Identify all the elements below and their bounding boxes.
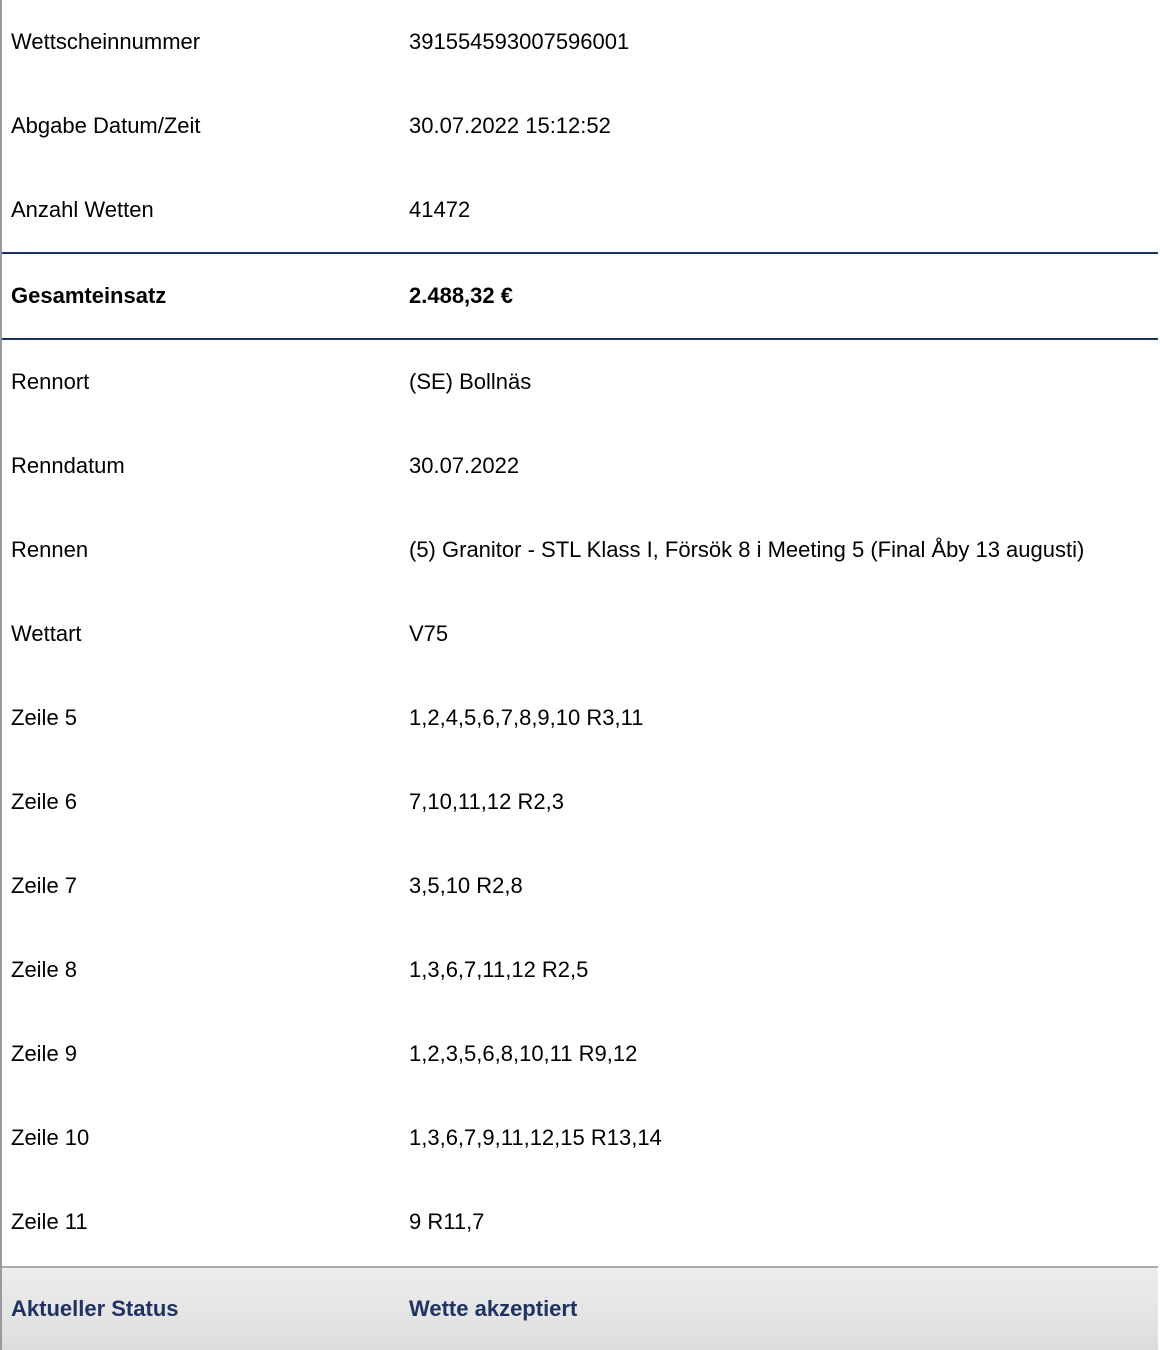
row-race [2, 508, 1158, 592]
ticket-number-value: 391554593007596001 [409, 29, 630, 54]
row-bet-type [2, 592, 1158, 676]
ticket-number-label: Wettscheinnummer [11, 29, 201, 54]
bet-type-label: Wettart [11, 621, 82, 646]
current-status-label: Aktueller Status [11, 1296, 179, 1321]
race-label: Rennen [11, 537, 89, 562]
row-bet-count [2, 168, 1158, 252]
row-line-6 [2, 760, 1158, 844]
line-10-value: 1,3,6,7,9,11,12,15 R13,14 [409, 1125, 662, 1150]
row-race-date [2, 424, 1158, 508]
line-6-value: 7,10,11,12 R2,3 [409, 789, 564, 814]
row-ticket-number [2, 0, 1158, 84]
race-value: (5) Granitor - STL Klass I, Försök 8 i Meeting 5 (Final Åby 13 augusti) [409, 537, 1085, 562]
line-8-value: 1,3,6,7,11,12 R2,5 [409, 957, 589, 982]
line-9-value: 1,2,3,5,6,8,10,11 R9,12 [409, 1041, 638, 1066]
line-10-label: Zeile 10 [11, 1125, 90, 1150]
row-race-venue [2, 340, 1158, 424]
bet-count-value: 41472 [409, 197, 471, 222]
line-11-label: Zeile 11 [11, 1209, 88, 1234]
bet-count-label: Anzahl Wetten [11, 197, 154, 222]
current-status-value: Wette akzeptiert [409, 1296, 578, 1321]
race-date-label: Renndatum [11, 453, 125, 478]
row-line-10 [2, 1096, 1158, 1180]
line-5-label: Zeile 5 [11, 705, 78, 730]
line-6-label: Zeile 6 [11, 789, 78, 814]
row-line-5 [2, 676, 1158, 760]
row-line-8 [2, 928, 1158, 1012]
total-stake-value: 2.488,32 € [409, 283, 513, 308]
line-11-value: 9 R11,7 [409, 1209, 485, 1234]
line-8-label: Zeile 8 [11, 957, 78, 982]
row-total-stake [2, 254, 1158, 338]
row-line-9 [2, 1012, 1158, 1096]
total-stake-label: Gesamteinsatz [11, 283, 167, 308]
row-line-7 [2, 844, 1158, 928]
submission-datetime-value: 30.07.2022 15:12:52 [409, 113, 611, 138]
submission-datetime-label: Abgabe Datum/Zeit [11, 113, 201, 138]
bet-type-value: V75 [409, 621, 449, 646]
line-7-value: 3,5,10 R2,8 [409, 873, 523, 898]
line-9-label: Zeile 9 [11, 1041, 78, 1066]
row-submission-datetime [2, 84, 1158, 168]
race-venue-value: (SE) Bollnäs [409, 369, 532, 394]
line-5-value: 1,2,4,5,6,7,8,9,10 R3,11 [409, 705, 644, 730]
race-date-value: 30.07.2022 [409, 453, 520, 478]
row-line-11 [2, 1180, 1158, 1264]
race-venue-label: Rennort [11, 369, 90, 394]
row-current-status [2, 1266, 1158, 1350]
line-7-label: Zeile 7 [11, 873, 78, 898]
